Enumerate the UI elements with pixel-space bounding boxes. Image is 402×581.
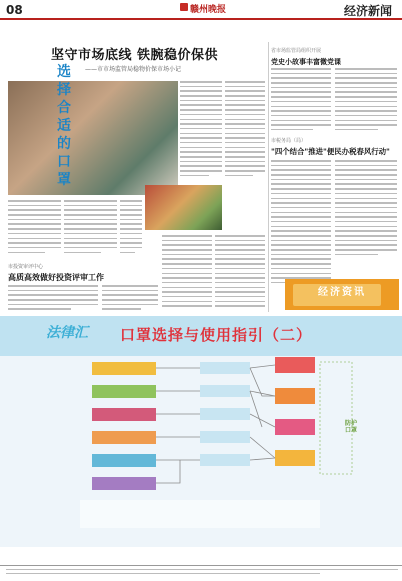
mask-type-box-2 <box>275 388 315 404</box>
page-footer <box>0 565 402 581</box>
guide-side-label: 防护口罩 <box>345 420 358 434</box>
side-bracket <box>320 362 352 474</box>
target-box-5 <box>200 454 250 466</box>
section-title: 经济新闻 <box>343 4 392 18</box>
right-story-1-title: 党史小故事丰富微党课 <box>271 57 341 66</box>
option-box-4 <box>92 431 156 444</box>
footer-note-bg <box>80 500 320 528</box>
second-story-title: 高质高效做好投资评审工作 <box>8 272 104 282</box>
mask-type-box-1 <box>275 357 315 373</box>
masthead: 赣州晚报 <box>190 5 227 15</box>
right-story-2-kicker: 市税务局（局） <box>271 138 307 144</box>
option-box-1 <box>92 362 156 375</box>
guide-title: 口罩选择与使用指引（二） <box>120 326 313 344</box>
option-box-3 <box>92 408 156 421</box>
banner-text: 经济资讯 <box>318 287 366 298</box>
target-box-4 <box>200 431 250 443</box>
option-box-2 <box>92 385 156 398</box>
right-story-1-kicker: 省市场监管局组织开展 <box>271 48 322 54</box>
second-story-kicker: 市投资审评中心 <box>8 264 44 270</box>
target-box-1 <box>200 362 250 374</box>
guide-vertical-title: 选择合适的口罩 <box>57 64 71 188</box>
right-story-2-title: "四个结合"推进"便民办税春风行动" <box>271 147 390 156</box>
option-box-5 <box>92 454 156 467</box>
lead-story-subtitle: ——市市场监管局稳物价保市场小记 <box>85 66 182 73</box>
lead-story-title: 坚守市场底线 铁腕稳价保供 <box>51 48 219 63</box>
mask-type-box-3 <box>275 419 315 435</box>
option-box-6 <box>92 477 156 490</box>
footer-text <box>6 569 398 574</box>
target-box-3 <box>200 408 250 420</box>
guide-logo: 法律汇 <box>46 325 88 341</box>
target-box-2 <box>200 385 250 397</box>
page-number: 08 <box>6 3 23 17</box>
mask-type-box-4 <box>275 450 315 466</box>
